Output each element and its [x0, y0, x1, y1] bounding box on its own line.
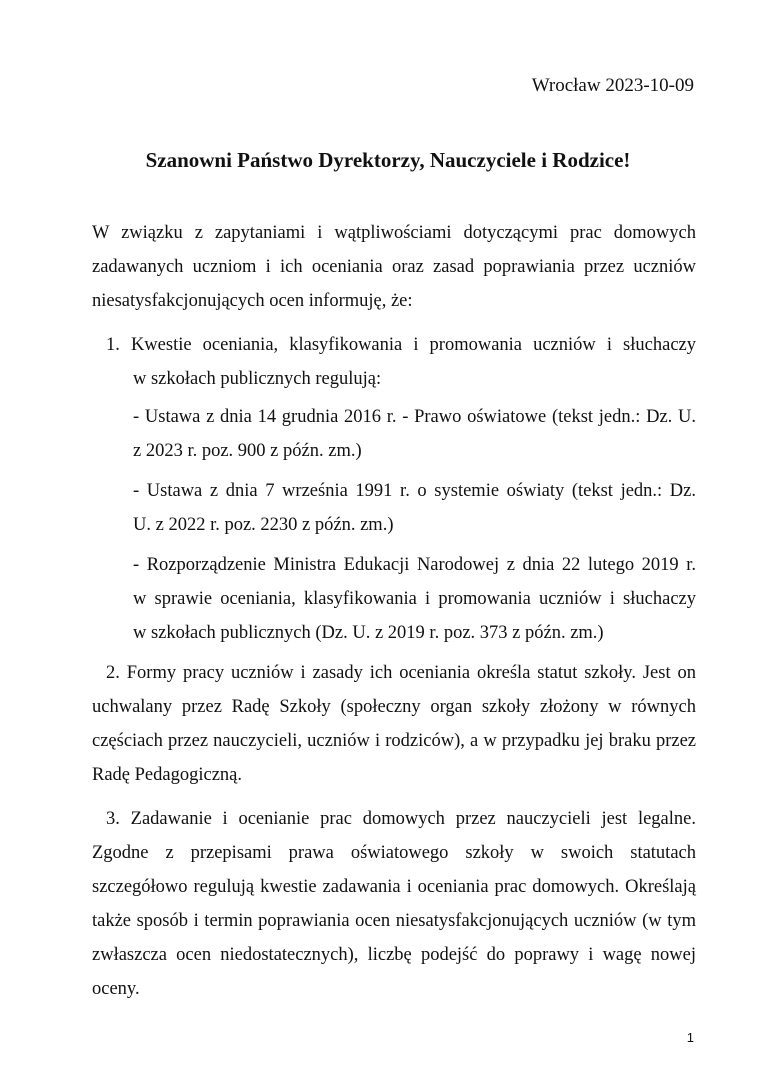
- item-2-line: Radę Pedagogiczną.: [92, 765, 242, 785]
- item-3-line: szczegółowo regulują kwestie zadawania i oceniania prac domowych. Określają: [92, 877, 696, 897]
- item-3-line: 3. Zadawanie i ocenianie prac domowych przez nauczycieli jest legalne.: [106, 809, 696, 829]
- law-1-line: - Ustawa z dnia 14 grudnia 2016 r. - Prawo oświatowe (tekst jedn.: Dz. U.: [133, 407, 696, 427]
- item-1-line: w szkołach publicznych regulują:: [133, 369, 382, 389]
- item-3-line: Zgodne z przepisami prawa oświatowego szkoły w swoich statutach: [92, 843, 696, 863]
- intro-line: niesatysfakcjonujących ocen informuję, że:: [92, 291, 413, 311]
- item-1-line: 1. Kwestie oceniania, klasyfikowania i promowania uczniów i słuchaczy: [106, 335, 696, 355]
- law-3-line: w szkołach publicznych (Dz. U. z 2019 r. poz. 373 z późn. zm.): [133, 623, 604, 643]
- item-3-line: oceny.: [92, 979, 140, 999]
- law-3-line: - Rozporządzenie Ministra Edukacji Narodowej z dnia 22 lutego 2019 r.: [133, 555, 696, 575]
- item-3-line: zwłaszcza ocen niedostatecznych), liczbę podejść do poprawy i wagę nowej: [92, 945, 696, 965]
- law-2-line: - Ustawa z dnia 7 września 1991 r. o systemie oświaty (tekst jedn.: Dz.: [133, 481, 696, 501]
- intro-line: W związku z zapytaniami i wątpliwościami dotyczącymi prac domowych: [92, 223, 696, 243]
- law-3-line: w sprawie oceniania, klasyfikowania i promowania uczniów i słuchaczy: [133, 589, 696, 609]
- law-2-line: U. z 2022 r. poz. 2230 z późn. zm.): [133, 515, 394, 535]
- law-1-line: z 2023 r. poz. 900 z późn. zm.): [133, 441, 362, 461]
- document-title: Szanowni Państwo Dyrektorzy, Nauczyciele i Rodzice!: [145, 148, 631, 172]
- item-2-line: uchwalany przez Radę Szkoły (społeczny organ szkoły złożony w równych: [92, 697, 696, 717]
- intro-line: zadawanych uczniom i ich oceniania oraz zasad poprawiania przez uczniów: [92, 257, 696, 277]
- item-2-line: 2. Formy pracy uczniów i zasady ich oceniania określa statut szkoły. Jest on: [106, 663, 696, 683]
- document-date: Wrocław 2023-10-09: [531, 75, 694, 96]
- page-number: 1: [686, 1030, 694, 1045]
- item-2-line: częściach przez nauczycieli, uczniów i rodziców), a w przypadku jej braku przez: [92, 731, 696, 751]
- item-3-line: także sposób i termin poprawiania ocen niesatysfakcjonujących uczniów (w tym: [92, 911, 696, 931]
